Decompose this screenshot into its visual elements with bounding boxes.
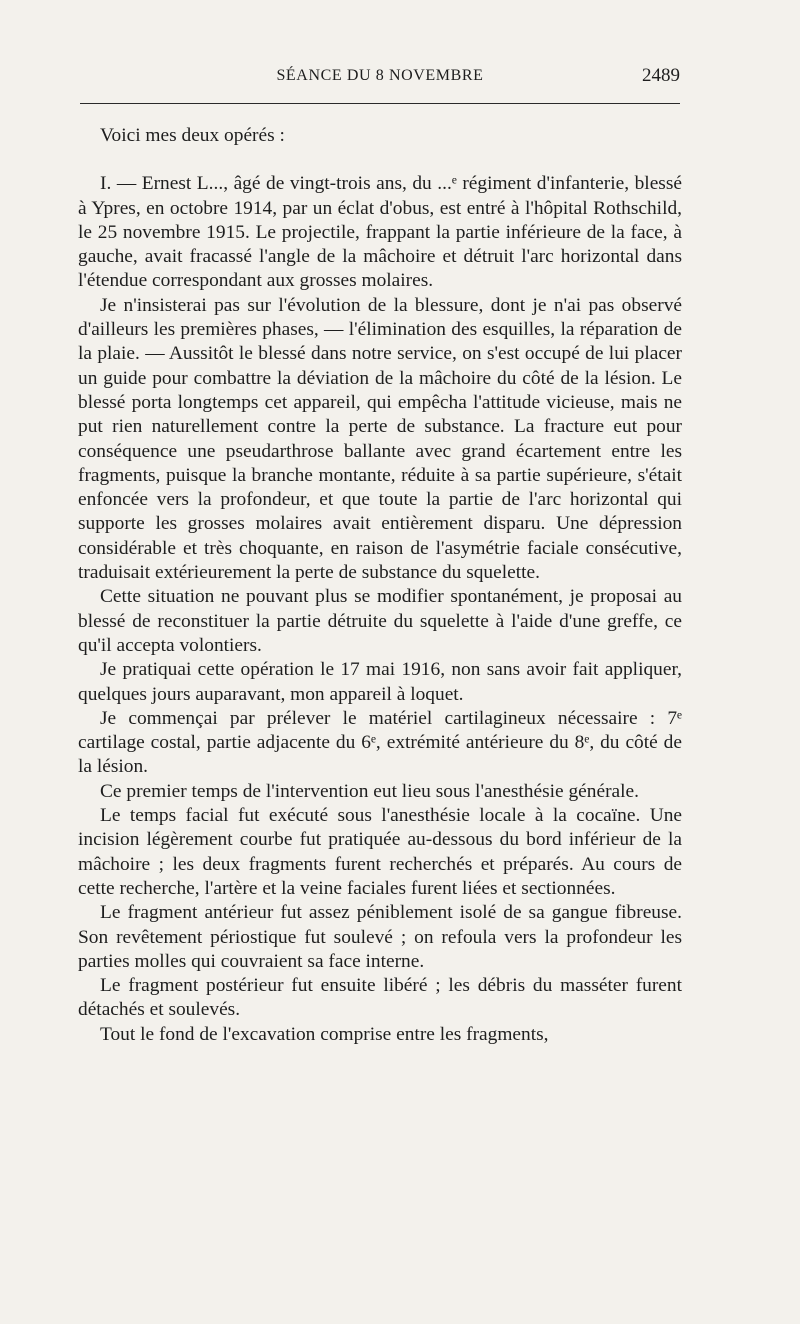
intro-line: Voici mes deux opérés :	[100, 125, 285, 146]
paragraph: Le fragment postérieur fut ensuite libéré ; les débris du masséter furent détachés et soulevés.	[78, 975, 682, 1021]
paragraph: Le fragment antérieur fut assez péniblement isolé de sa gangue fibreuse. Son revêtement périostique fut soulevé ; on refoula vers la profondeur les parties molles qui couvraient sa face interne.	[78, 902, 682, 972]
paragraph: Ce premier temps de l'intervention eut lieu sous l'anesthésie générale.	[100, 780, 639, 802]
body-text	[78, 124, 682, 1047]
running-header	[80, 64, 680, 94]
paragraph: Tout le fond de l'excavation comprise entre les fragments,	[100, 1023, 549, 1045]
page-number: 2489	[642, 65, 680, 86]
paragraph: Je n'insisterai pas sur l'évolution de la blessure, dont je n'ai pas observé d'ailleurs les premières phases, — l'élimination des esquilles, la réparation de la plaie. — Aussitôt le blessé dans notre service, on s'est occupé de lui placer un guide pour combattre la déviation de la mâchoire du côté de la lésion. Le blessé porta longtemps cet appareil, qui empêcha l'attitude vicieuse, mais ne put rien naturellement contre la perte de substance. La fracture eut pour conséquence une pseudarthrose ballante avec grand écartement entre les fragments, puisque la branche montante, réduite à sa partie supérieure, s'était enfoncée vers la profondeur, et que toute la partie de l'arc horizontal qui supporte les grosses molaires avait entièrement disparu. Une dépression considérable et très choquante, en raison de l'asymétrie faciale consécutive, traduisait extérieurement la perte de substance du squelette.	[78, 294, 682, 584]
paragraph: Le temps facial fut exécuté sous l'anesthésie locale à la cocaïne. Une incision légèrement courbe fut pratiquée au-dessous du bord inférieur de la mâchoire ; les deux fragments furent recherchés et préparés. Au cours de cette recherche, l'artère et la veine faciales furent liées et sectionnées.	[78, 805, 682, 899]
header-title: SÉANCE DU 8 NOVEMBRE	[276, 67, 484, 84]
paragraph: Cette situation ne pouvant plus se modifier spontanément, je proposai au blessé de reconstituer la partie détruite du squelette à l'aide d'une greffe, ce qu'il accepta volontiers.	[78, 586, 682, 656]
paragraph: I. — Ernest L..., âgé de vingt-trois ans, du ...ᵉ régiment d'infanterie, blessé à Ypres, en octobre 1914, par un éclat d'obus, est entré à l'hôpital Rothschild, le 25 novembre 1915. Le projectile, frappant la partie inférieure de la face, à gauche, avait fracassé l'angle de la mâchoire et détruit l'arc horizontal dans l'étendue correspondant aux grosses molaires.	[78, 173, 682, 292]
paragraph: Je commençai par prélever le matériel cartilagineux nécessaire : 7ᵉ cartilage costal, partie adjacente du 6ᵉ, extrémité antérieure du 8ᵉ, du côté de la lésion.	[78, 707, 682, 778]
paragraph: Je pratiquai cette opération le 17 mai 1916, non sans avoir fait appliquer, quelques jours auparavant, mon appareil à loquet.	[78, 659, 682, 705]
header-rule	[80, 103, 680, 104]
